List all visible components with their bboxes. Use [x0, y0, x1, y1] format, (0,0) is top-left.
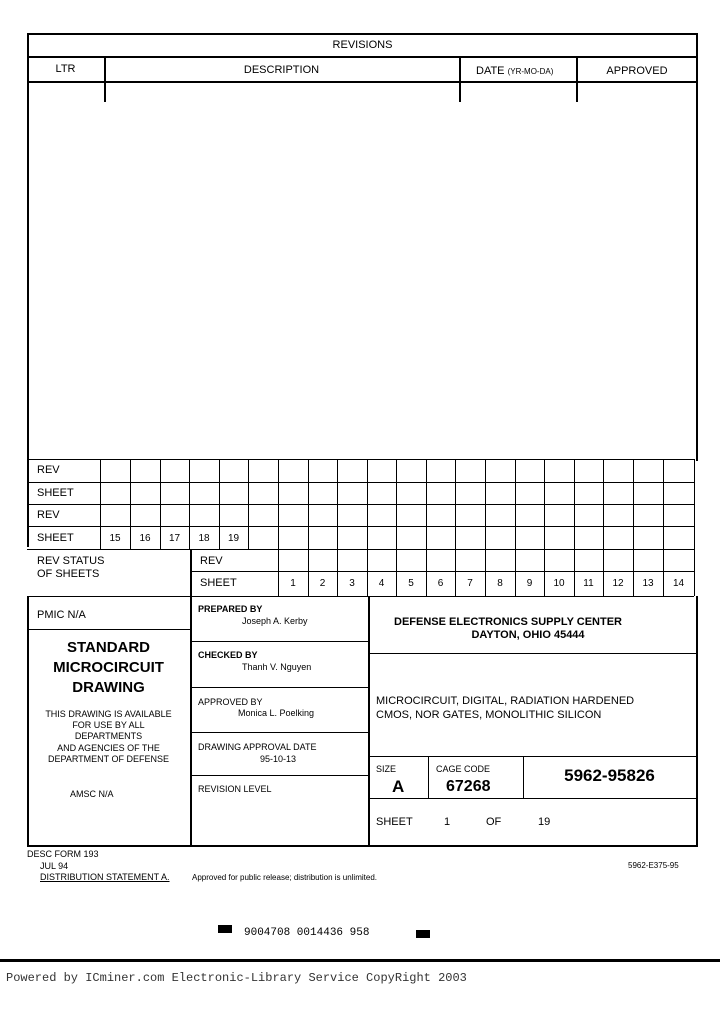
sheet-num-19: 19 [227, 533, 240, 544]
rev-status-label: REV STATUS OF SHEETS [37, 555, 105, 580]
sheet-num-16: 16 [139, 533, 151, 544]
status-sheet-7: 7 [467, 578, 473, 589]
status-sheet-2: 2 [319, 578, 326, 589]
status-sheet-13: 13 [642, 578, 654, 589]
status-sheet-10: 10 [553, 578, 565, 589]
barcode-block-right [416, 930, 430, 938]
footer-rule [0, 959, 720, 962]
status-sheet-8: 8 [497, 578, 503, 589]
title-line1: MICROCIRCUIT, DIGITAL, RADIATION HARDENED [376, 695, 635, 707]
status-sheet-9: 9 [526, 578, 533, 589]
title-line2: CMOS, NOR GATES, MONOLITHIC SILICON [376, 709, 602, 721]
sheet-label-2: SHEET [37, 532, 74, 544]
cage-label: CAGE CODE [436, 764, 491, 774]
col-date: DATE (YR-MO-DA) [476, 65, 554, 77]
barcode-text: 9004708 0014436 958 [244, 927, 370, 939]
status-sheet-3: 3 [349, 578, 355, 589]
note-line3: DEPARTMENTS [74, 731, 143, 741]
cage-value: 67268 [446, 778, 491, 795]
agency-line2: DAYTON, OHIO 45444 [471, 629, 585, 641]
note-line1: THIS DRAWING IS AVAILABLE [45, 709, 172, 719]
form-line1: DESC FORM 193 [27, 849, 99, 859]
col-ltr: LTR [55, 63, 76, 75]
status-sheet-5: 5 [408, 578, 414, 589]
rev-label-1: REV [37, 464, 60, 476]
approval-date-label: DRAWING APPROVAL DATE [198, 742, 317, 752]
size-label: SIZE [376, 764, 397, 774]
status-sheet-14: 14 [672, 578, 685, 589]
agency-line1: DEFENSE ELECTRONICS SUPPLY CENTER [394, 616, 622, 628]
standard-line3: DRAWING [72, 679, 145, 696]
status-sheet-1: 1 [290, 578, 296, 589]
col-approved: APPROVED [606, 65, 668, 77]
status-sheet-4: 4 [378, 578, 385, 589]
form-line2: JUL 94 [40, 861, 69, 871]
amsc-label: AMSC N/A [70, 789, 114, 799]
size-value: A [392, 777, 405, 796]
distribution-text: Approved for public release; distribution is unlimited. [192, 873, 377, 882]
prepared-label: PREPARED BY [198, 604, 263, 614]
sheet-label: SHEET [376, 816, 413, 828]
footer-copyright: Powered by ICminer.com Electronic-Library Service CopyRight 2003 [6, 971, 467, 985]
note-line2: FOR USE BY ALL [72, 720, 145, 730]
status-sheet-6: 6 [437, 578, 444, 589]
sheet-total: 19 [538, 816, 551, 828]
note-line5: DEPARTMENT OF DEFENSE [47, 754, 170, 764]
sheet-num-17: 17 [168, 533, 181, 544]
barcode-block-left [218, 925, 232, 933]
standard-line2: MICROCIRCUIT [53, 659, 164, 676]
checked-name: Thanh V. Nguyen [242, 662, 312, 672]
sheet-label-1: SHEET [37, 487, 74, 499]
approved-label: APPROVED BY [198, 697, 263, 707]
checked-label: CHECKED BY [198, 650, 258, 660]
sheet-of: OF [486, 816, 502, 828]
standard-line1: STANDARD [66, 639, 151, 656]
form-code: 5962-E375-95 [628, 861, 679, 870]
revision-level-label: REVISION LEVEL [198, 784, 272, 794]
rev-label-2: REV [37, 509, 60, 521]
sheet-current: 1 [444, 816, 451, 828]
drawing-number: 5962-95826 [564, 766, 655, 785]
note-line4: AND AGENCIES OF THE [57, 743, 160, 753]
status-sheet-12: 12 [612, 578, 624, 589]
status-sheet-11: 11 [583, 578, 594, 589]
approval-date-value: 95-10-13 [260, 754, 297, 764]
rev-status-sheet: SHEET [200, 577, 237, 589]
pmic-label: PMIC N/A [37, 609, 86, 621]
prepared-name: Joseph A. Kerby [242, 616, 308, 626]
rev-status-rev: REV [200, 555, 223, 567]
sheet-num-18: 18 [198, 533, 210, 544]
revisions-title: REVISIONS [332, 39, 393, 51]
approved-name: Monica L. Poelking [238, 708, 315, 718]
distribution-label: DISTRIBUTION STATEMENT A. [40, 872, 170, 882]
col-description: DESCRIPTION [243, 64, 320, 76]
sheet-num-15: 15 [109, 533, 121, 544]
